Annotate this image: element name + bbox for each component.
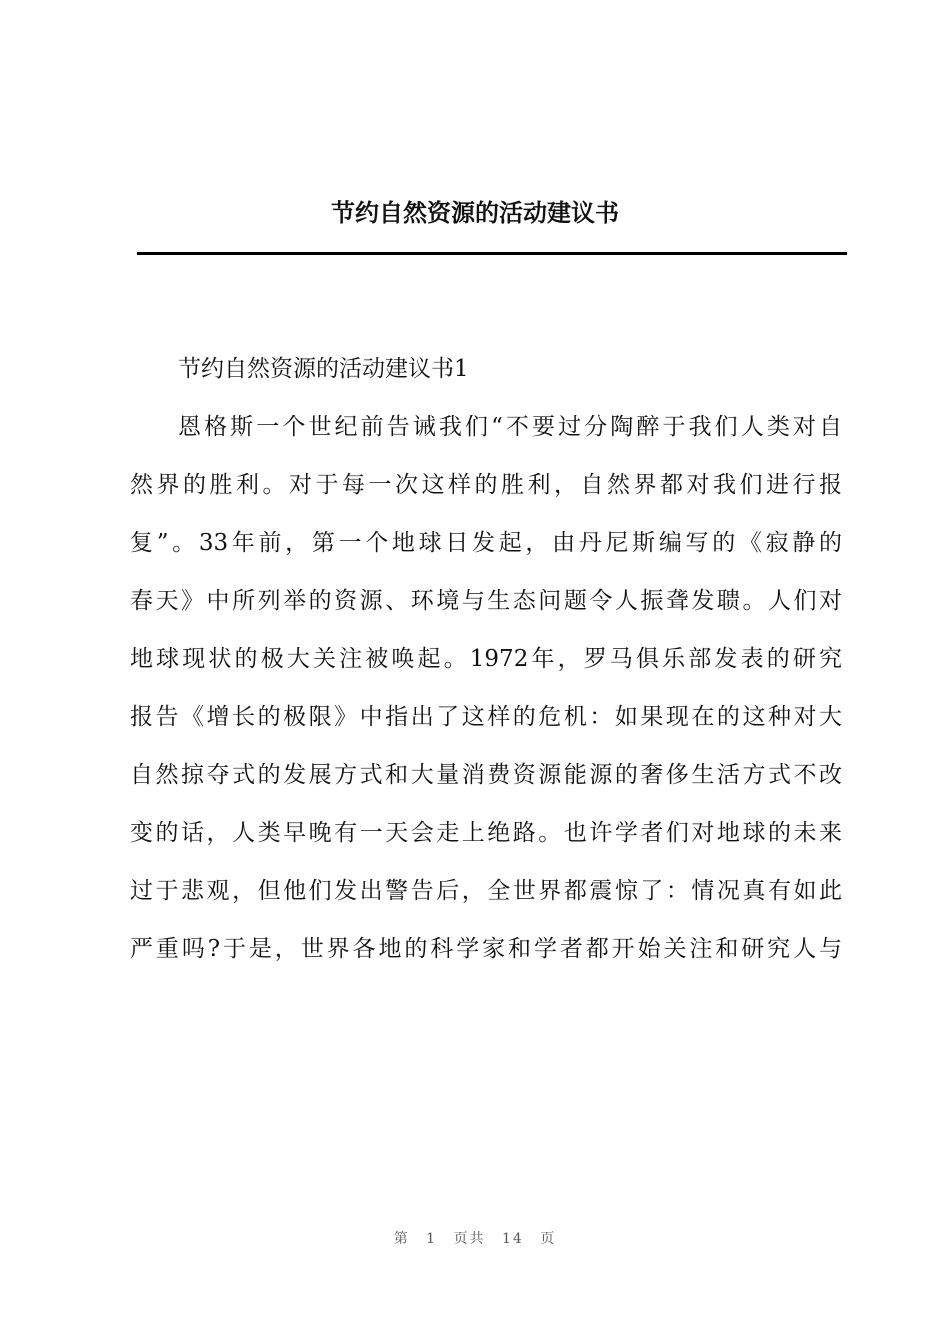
paragraph-line: 然界的胜利。对于每一次这样的胜利，自然界都对我们进行报 xyxy=(130,472,842,498)
paragraph-line: 报告《增长的极限》中指出了这样的危机：如果现在的这种对大 xyxy=(130,704,842,730)
paragraph-line: 春天》中所列举的资源、环境与生态问题令人振聋发聩。人们对 xyxy=(130,588,842,614)
paragraph-line: 自然掠夺式的发展方式和大量消费资源能源的奢侈生活方式不改 xyxy=(130,762,842,788)
paragraph-line: 复”。33年前，第一个地球日发起，由丹尼斯编写的《寂静的 xyxy=(130,530,842,556)
document-title: 节约自然资源的活动建议书 xyxy=(331,199,619,227)
paragraph-line: 变的话，人类早晚有一天会走上绝路。也许学者们对地球的未来 xyxy=(130,820,842,846)
paragraph-line: 过于悲观，但他们发出警告后，全世界都震惊了：情况真有如此 xyxy=(130,878,842,904)
page-footer: 第 1 页共 14 页 xyxy=(393,1231,557,1247)
paragraph-line: 恩格斯一个世纪前告诫我们“不要过分陶醉于我们人类对自 xyxy=(178,414,842,440)
title-underline-rule xyxy=(137,252,847,255)
document-body xyxy=(130,340,842,978)
section-heading: 节约自然资源的活动建议书1 xyxy=(178,356,469,382)
paragraph-line: 地球现状的极大关注被唤起。1972年，罗马俱乐部发表的研究 xyxy=(130,646,842,672)
paragraph-line: 严重吗?于是，世界各地的科学家和学者都开始关注和研究人与 xyxy=(130,936,842,962)
